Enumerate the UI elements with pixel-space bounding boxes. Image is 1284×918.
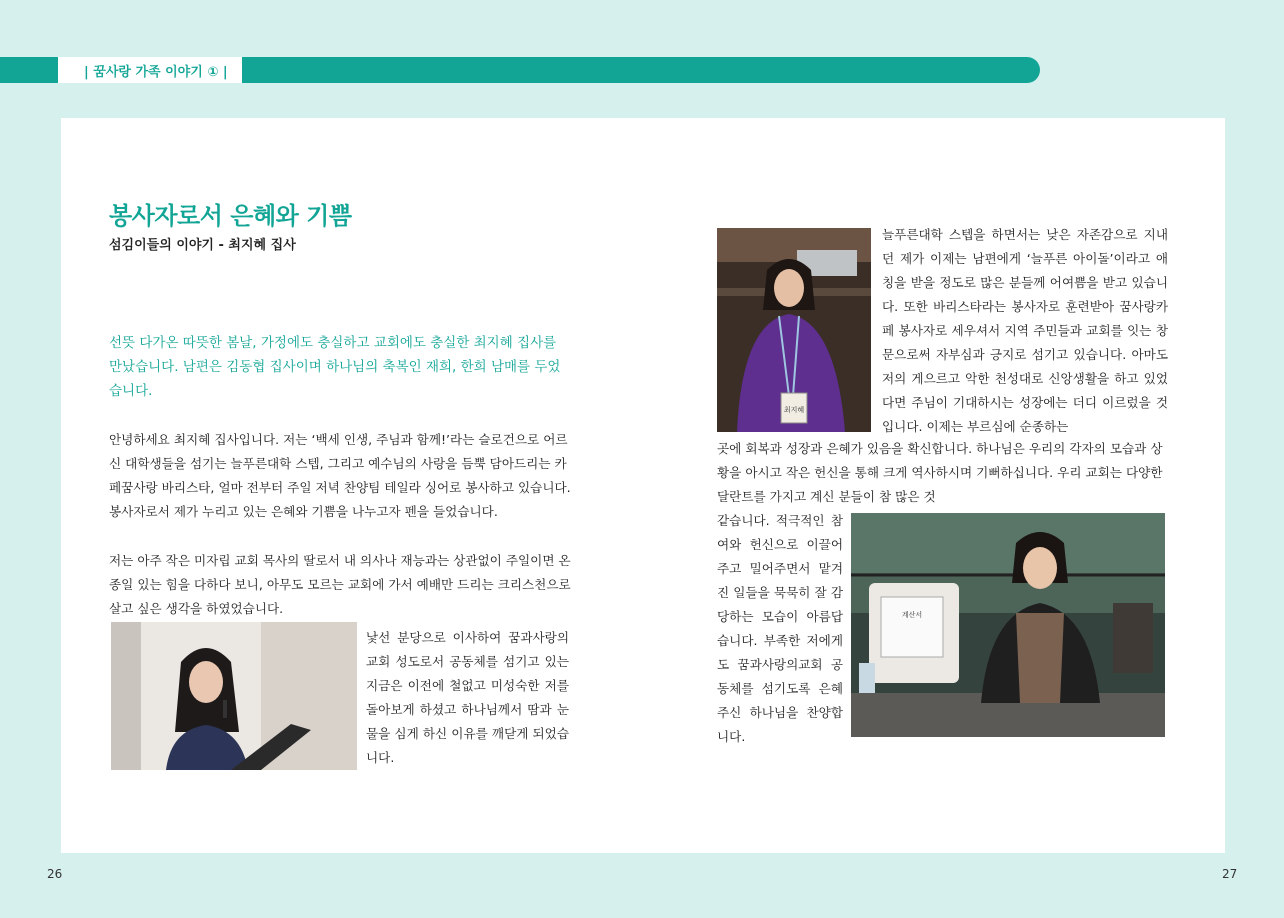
- barista-photo: [851, 513, 1165, 737]
- portrait-photo: [717, 228, 871, 432]
- article-title: 봉사자로서 은혜와 기쁨: [109, 202, 352, 230]
- body-paragraph-1: 안녕하세요 최지혜 집사입니다. 저는 ‘백세 인생, 주님과 함께!’라는 슬로건으로 어르신 대학생들을 섬기는 늘푸른대학 스텝, 그리고 예수님의 사랑을 듬뿍 담아드리는 카페꿈사랑 바리스타, 얼마 전부터 주일 저녁 찬양팀 테일라 싱어로 봉사하고 있습니다. 봉사자로서 제가 누리고 있는 은혜와 기쁨을 나누고자 펜을 들었습니다.: [109, 432, 571, 519]
- body-paragraph-2: 저는 아주 작은 미자립 교회 목사의 딸로서 내 의사나 재능과는 상관없이 주일이면 온종일 있는 힘을 다하다 보니, 아무도 모르는 교회에 가서 예배만 드리는 크리스천으로 살고 싶은 생각을 하였었습니다.: [109, 553, 571, 616]
- body-paragraph-3: 낯선 분당으로 이사하여 꿈과사랑의교회 성도로서 공동체를 섬기고 있는 지금은 이전에 철없고 미성숙한 저를 돌아보게 하셨고 하나님께서 땀과 눈물을 심게 하신 이유를 깨닫게 되었습니다.: [366, 630, 569, 765]
- speaker-photo: [111, 622, 357, 770]
- article-subtitle: 섬김이들의 이야기 - 최지혜 집사: [109, 238, 296, 253]
- svg-text:최지혜: 최지혜: [783, 406, 805, 414]
- right-paragraph-2: 곳에 회복과 성장과 은혜가 있음을 확신합니다. 하나님은 우리의 각자의 모습과 상황을 아시고 작은 헌신을 통해 크게 역사하시며 기뻐하십니다. 우리 교회는 다양한 달란트를 가지고 계신 분들이 참 많은 것: [717, 441, 1163, 504]
- right-paragraph-3: 같습니다. 적극적인 참여와 헌신으로 이끌어 주고 밀어주면서 맡겨진 일들을 묵묵히 잘 감당하는 모습이 아름답습니다. 부족한 저에게도 꿈과사랑의교회 공동체를 섬기도록 은혜주신 하나님을 찬양합니다.: [717, 513, 843, 744]
- svg-text:계산서: 계산서: [901, 611, 923, 619]
- article-page: [61, 118, 1225, 853]
- right-paragraph-1: 늘푸른대학 스텝을 하면서는 낮은 자존감으로 지내던 제가 이제는 남편에게 ‘늘푸른 아이돌’이라고 애칭을 받을 정도로 많은 분들께 어여쁨을 받고 있습니다. 또한 바리스타라는 봉사자로 훈련받아 꿈사랑카페 봉사자로 세우셔서 지역 주민들과 교회를 잇는 창문으로써 자부심과 긍지로 섬기고 있습니다. 아마도 저의 게으르고 악한 천성대로 신앙생활을 하고 있었다면 주님이 기대하시는 성장에는 더디 이르렀을 것입니다. 이제는 부르심에 순종하는: [882, 227, 1168, 434]
- page-number-right: 27: [1222, 867, 1238, 881]
- intro-paragraph: 선뜻 다가온 따뜻한 봄날, 가정에도 충실하고 교회에도 충실한 최지혜 집사를 만났습니다. 남편은 김동협 집사이며 하나님의 축복인 재희, 한희 남매를 두었습니다.: [109, 335, 561, 399]
- section-label: | 꿈사랑 가족 이야기 ① |: [58, 57, 242, 83]
- page-number-left: 26: [47, 867, 63, 881]
